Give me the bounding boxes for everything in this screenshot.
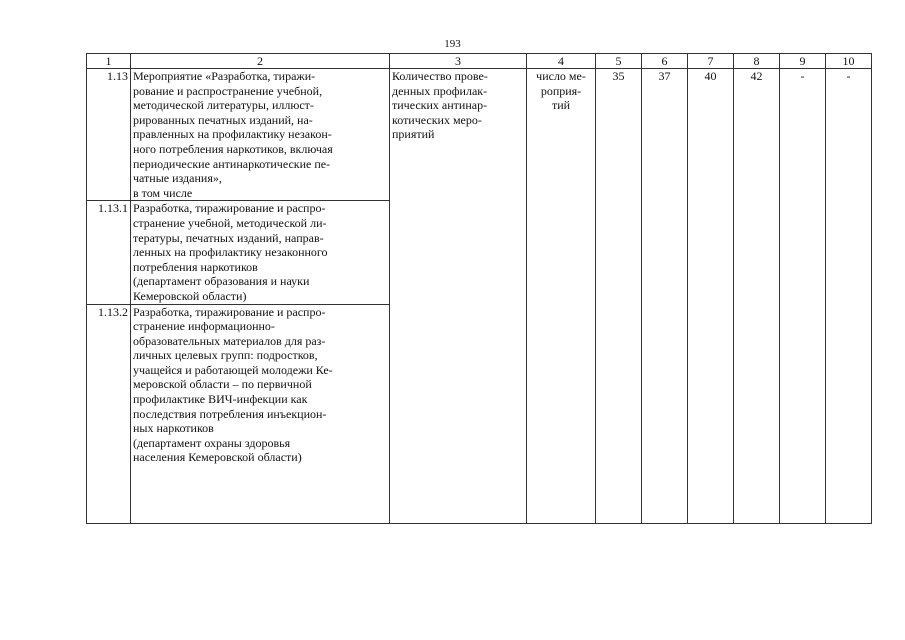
row-code: 1.13.2 [87,304,131,523]
indicator-cell [390,69,527,524]
value-cell-5: 35 [596,69,642,524]
row-code: 1.13.1 [87,201,131,304]
text-line: тий [551,98,571,113]
measure-description [131,201,390,304]
value-cell-8: 42 [734,69,780,524]
text-line: профилактике ВИЧ-инфекции как [133,392,308,407]
text-line: роприя- [540,83,582,98]
text-line: личных целевых групп: подростков, [133,348,318,363]
text-line: чатные издания», [133,171,222,186]
header-cell-4: 4 [527,54,596,69]
value-cell-7: 40 [688,69,734,524]
header-cell-8: 8 [734,54,780,69]
unit-cell [527,69,596,524]
header-cell-7: 7 [688,54,734,69]
text-line: ных наркотиков [133,421,214,436]
header-cell-3: 3 [390,54,527,69]
header-cell-6: 6 [642,54,688,69]
value-cell-6: 37 [642,69,688,524]
text-line: (департамент охраны здоровья [133,435,291,450]
text-line: ленных на профилактику незаконного [133,245,328,260]
measure-description [131,304,390,523]
row-code: 1.13 [87,69,131,201]
measure-description [131,69,390,201]
page-number: 193 [444,38,461,50]
header-cell-9: 9 [780,54,826,69]
header-row [87,54,872,69]
text-line: Разработка, тиражирование и распро- [133,304,326,319]
table-row [87,69,872,201]
text-line: число ме- [536,69,586,83]
header-cell-10: 10 [826,54,872,69]
value-cell-10: - [826,69,872,524]
text-line: странение учебной, методической ли- [133,215,327,230]
text-line: методической литературы, иллюст- [133,98,314,113]
text-line: рированных печатных изданий, на- [133,112,313,127]
text-line: денных профилак- [392,83,488,98]
measures-table [86,53,872,524]
header-cell-1: 1 [87,54,131,69]
text-line: населения Кемеровской области) [133,450,302,465]
text-line: Мероприятие «Разработка, тиражи- [133,69,316,83]
text-line: учащейся и работающей молодежи Ке- [133,362,333,377]
text-line: потребления наркотиков [133,259,258,274]
text-line: Разработка, тиражирование и распро- [133,201,326,216]
text-line: рование и распространение учебной, [133,83,323,98]
text-line: котических меро- [392,112,482,127]
text-line: Кемеровской области) [133,288,247,303]
text-line: Количество прове- [392,69,488,83]
text-line: тературы, печатных изданий, направ- [133,230,324,245]
text-line: меровской области – по первичной [133,377,312,392]
text-line: странение информационно- [133,319,275,334]
text-line: (департамент образования и науки [133,274,310,289]
value-cell-9: - [780,69,826,524]
text-line: последствия потребления инъекцион- [133,406,327,421]
text-line: образовательных материалов для раз- [133,333,326,348]
header-cell-5: 5 [596,54,642,69]
header-cell-2: 2 [131,54,390,69]
text-line: ного потребления наркотиков, включая [133,141,333,156]
text-line: в том числе [133,185,193,200]
text-line: правленных на профилактику незакон- [133,127,332,142]
text-line: тических антинар- [392,98,488,113]
text-line: приятий [392,127,435,142]
text-line: периодические антинаркотические пе- [133,156,331,171]
